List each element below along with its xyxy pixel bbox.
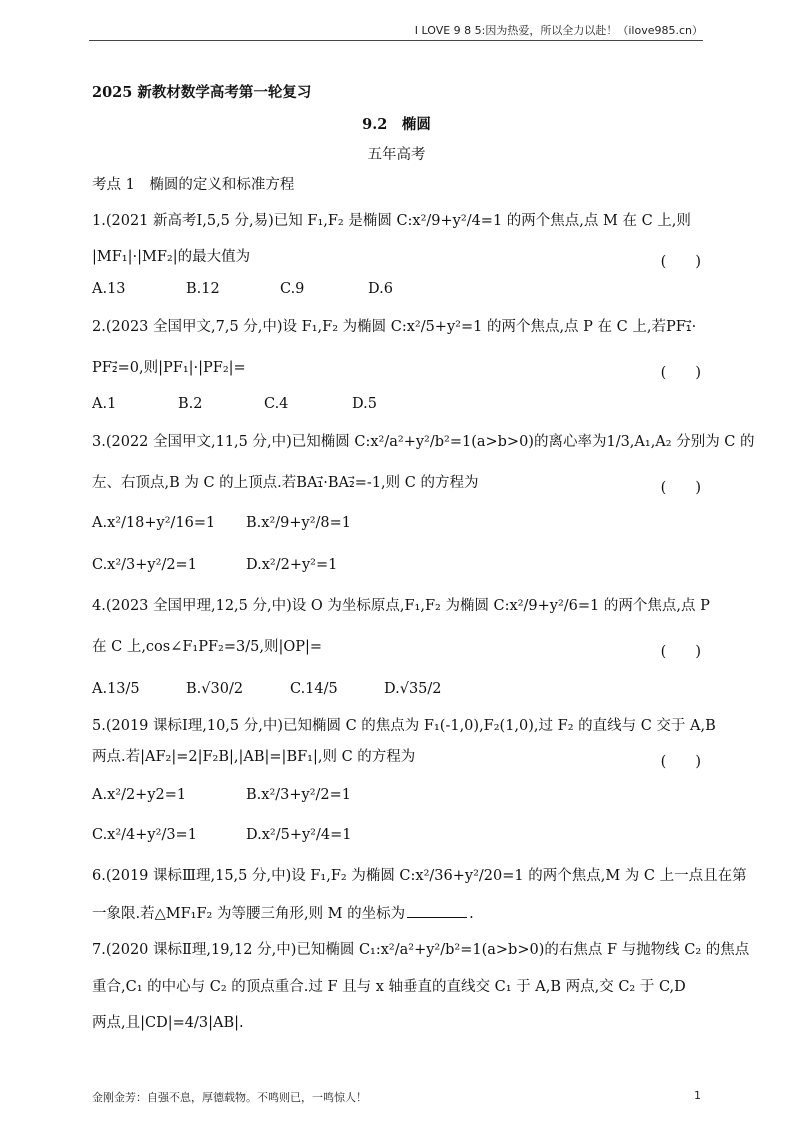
q5-option-b: B.x²/3+y²/2=1	[246, 787, 352, 803]
q4-option-d: D.√35/2	[384, 681, 442, 697]
q1-answer-paren: ( )	[660, 254, 701, 270]
q1-line2: |MF₁|·|MF₂|的最大值为	[92, 249, 251, 265]
q4-option-c: C.14/5	[290, 681, 338, 697]
q4-answer-paren: ( )	[660, 644, 701, 660]
q6-line1: 6.(2019 课标Ⅲ理,15,5 分,中)设 F₁,F₂ 为椭圆 C:x²/36+y²/20=1 的两个焦点,M 为 C 上一点且在第	[92, 868, 747, 884]
q3-option-c: C.x²/3+y²/2=1	[92, 557, 197, 573]
q5-line2: 两点.若|AF₂|=2|F₂B|,|AB|=|BF₁|,则 C 的方程为	[92, 749, 416, 765]
subsection-title: 五年高考	[367, 147, 426, 163]
doc-title: 2025 新教材数学高考第一轮复习	[92, 84, 312, 101]
section-title: 9.2 椭圆	[362, 116, 431, 133]
q1-option-b: B.12	[186, 281, 220, 297]
topic-heading: 考点 1 椭圆的定义和标准方程	[92, 177, 295, 193]
q7-line3: 两点,且|CD|=4/3|AB|.	[92, 1015, 244, 1031]
page-number: 1	[694, 1089, 701, 1102]
q6-line2	[92, 907, 474, 922]
q6-line2-text: 一象限.若△MF₁F₂ 为等腰三角形,则 M 的坐标为	[92, 906, 406, 922]
q3-option-d: D.x²/2+y²=1	[246, 557, 338, 573]
q2-option-b: B.2	[178, 396, 203, 412]
q2-option-a: A.1	[92, 396, 117, 412]
q5-answer-paren: ( )	[660, 754, 701, 770]
q3-option-a: A.x²/18+y²/16=1	[92, 515, 216, 531]
q1-line1: 1.(2021 新高考Ⅰ,5,5 分,易)已知 F₁,F₂ 是椭圆 C:x²/9+y²/4=1 的两个焦点,点 M 在 C 上,则	[92, 213, 691, 229]
q5-option-c: C.x²/4+y²/3=1	[92, 827, 197, 843]
q2-option-c: C.4	[264, 396, 289, 412]
q4-option-b: B.√30/2	[186, 681, 244, 697]
q3-line1: 3.(2022 全国甲文,11,5 分,中)已知椭圆 C:x²/a²+y²/b²=1(a>b>0)的离心率为1/3,A₁,A₂ 分别为 C 的	[92, 434, 755, 450]
q3-option-b: B.x²/9+y²/8=1	[246, 515, 352, 531]
q5-option-a: A.x²/2+y2=1	[92, 787, 187, 803]
q7-line1: 7.(2020 课标Ⅱ理,19,12 分,中)已知椭圆 C₁:x²/a²+y²/b²=1(a>b>0)的右焦点 F 与抛物线 C₂ 的焦点	[92, 942, 750, 958]
q4-option-a: A.13/5	[92, 681, 140, 697]
q5-option-d: D.x²/5+y²/4=1	[246, 827, 352, 843]
q2-line2: PF₂⃗=0,则|PF₁|·|PF₂|=	[92, 360, 246, 376]
q4-line1: 4.(2023 全国甲理,12,5 分,中)设 O 为坐标原点,F₁,F₂ 为椭圆 C:x²/9+y²/6=1 的两个焦点,点 P	[92, 598, 710, 614]
q1-option-a: A.13	[92, 281, 126, 297]
q1-option-c: C.9	[280, 281, 305, 297]
header-rule	[89, 40, 703, 41]
page-footer: 金刚金芳：自强不息，厚德载物。不鸣则已，一鸣惊人！	[92, 1091, 367, 1104]
q3-answer-paren: ( )	[660, 480, 701, 496]
q4-line2: 在 C 上,cos∠F₁PF₂=3/5,则|OP|=	[92, 639, 323, 655]
q5-line1: 5.(2019 课标Ⅰ理,10,5 分,中)已知椭圆 C 的焦点为 F₁(-1,0),F₂(1,0),过 F₂ 的直线与 C 交于 A,B	[92, 718, 716, 734]
page-header: I LOVE 9 8 5:因为热爱，所以全力以赴！（ilove985.cn）	[414, 24, 703, 37]
q7-line2: 重合,C₁ 的中心与 C₂ 的顶点重合.过 F 且与 x 轴垂直的直线交 C₁ 于 A,B 两点,交 C₂ 于 C,D	[92, 979, 686, 995]
q6-answer-blank[interactable]	[407, 917, 467, 918]
q6-line2-end: .	[469, 906, 474, 922]
q1-option-d: D.6	[368, 281, 393, 297]
q2-answer-paren: ( )	[660, 365, 701, 381]
q2-option-d: D.5	[352, 396, 377, 412]
q2-line1: 2.(2023 全国甲文,7,5 分,中)设 F₁,F₂ 为椭圆 C:x²/5+y²=1 的两个焦点,点 P 在 C 上,若PF₁⃗·	[92, 319, 697, 335]
q3-line2: 左、右顶点,B 为 C 的上顶点.若BA₁⃗·BA₂⃗=-1,则 C 的方程为	[92, 475, 479, 491]
